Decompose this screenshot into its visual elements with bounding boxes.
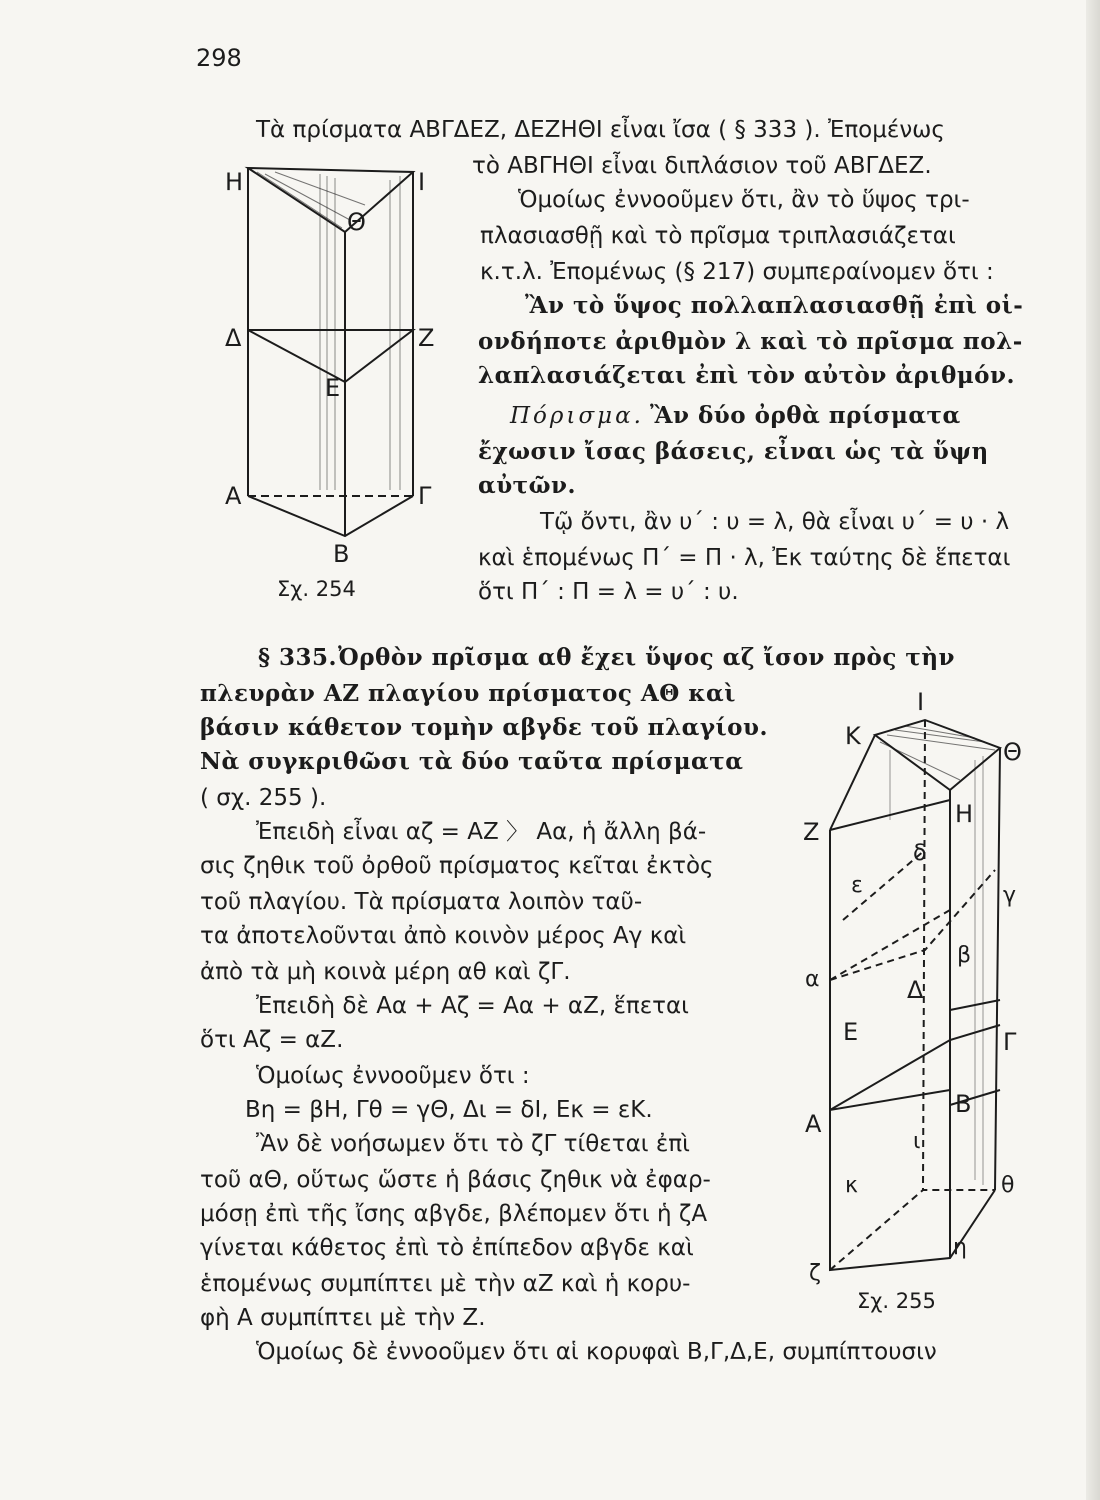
- section-title-line: βάσιν κάθετον τομὴν αβγδε τοῦ πλαγίου.: [200, 714, 768, 741]
- body-line: Ἐπειδὴ εἶναι αζ = ΑΖ 〉 Αα, ἡ ἄλλη βά-: [256, 819, 707, 845]
- body-line: τοῦ πλαγίου. Τὰ πρίσματα λοιπὸν ταῦ-: [200, 889, 643, 915]
- vertex-label: Β: [955, 1090, 972, 1118]
- porism-line: αὐτῶν.: [478, 472, 576, 499]
- vertex-label: ι: [913, 1129, 921, 1154]
- body-line: ἑπομένως συμπίπτει μὲ τὴν αΖ καὶ ἡ κορυ-: [200, 1271, 691, 1297]
- body-line: Ἂν δὲ νοήσωμεν ὅτι τὸ ζΓ τίθεται ἐπὶ: [256, 1131, 690, 1157]
- text-line: Τὰ πρίσματα ΑΒΓΔΕΖ, ΔΕΖΗΘΙ εἶναι ἴσα ( § 333 ). Ἐπομένως: [256, 117, 945, 143]
- section-title-line: Ὀρθὸν πρῖσμα αθ ἔχει ὕψος αζ ἴσον πρὸς τὴν: [338, 644, 956, 671]
- vertex-label: Κ: [845, 722, 861, 750]
- vertex-label: β: [957, 943, 972, 968]
- vertex-label: α: [805, 967, 820, 992]
- body-line: Ἐπειδὴ δὲ Αα + Αζ = Αα + αΖ, ἕπεται: [256, 993, 689, 1019]
- vertex-label: Γ: [418, 482, 432, 510]
- figure-caption: Σχ. 255: [857, 1289, 936, 1313]
- vertex-label: θ: [1001, 1173, 1015, 1198]
- body-line: τα ἀποτελοῦνται ἀπὸ κοινὸν μέρος Αγ καὶ: [200, 923, 687, 949]
- theorem-line: Ἂν τὸ ὕψος πολλαπλασιασθῇ ἐπὶ οἱ-: [525, 292, 1024, 319]
- vertex-label: Γ: [1003, 1028, 1017, 1056]
- vertex-label: Θ: [347, 208, 366, 236]
- theorem-line: ονδήποτε ἀριθμὸν λ καὶ τὸ πρῖσμα πολ-: [478, 328, 1023, 355]
- proof-line: ὅτι Π΄ : Π = λ = υ΄ : υ.: [478, 579, 739, 605]
- vertex-label: Η: [955, 800, 974, 828]
- porism-line: ἔχωσιν ἴσας βάσεις, εἶναι ὡς τὰ ὕψη: [478, 438, 989, 465]
- vertex-label: Δ: [225, 324, 242, 352]
- text-line: τὸ ΑΒΓΗΘΙ εἶναι διπλάσιον τοῦ ΑΒΓΔΕΖ.: [472, 153, 932, 179]
- section-title-line: πλευρὰν ΑΖ πλαγίου πρίσματος ΑΘ καὶ: [200, 680, 736, 707]
- text-line: κ.τ.λ. Ἐπομένως (§ 217) συμπεραίνομεν ὅτι :: [480, 259, 994, 285]
- vertex-label: Ι: [917, 688, 925, 716]
- vertex-label: η: [953, 1235, 967, 1260]
- vertex-label: Η: [225, 168, 244, 196]
- vertex-label: Β: [333, 540, 350, 568]
- body-line: ὅτι Αζ = αΖ.: [200, 1027, 344, 1053]
- vertex-label: Ζ: [803, 818, 820, 846]
- section-number: § 335.: [258, 644, 338, 671]
- porism-label: Πόρισμα.: [510, 403, 644, 429]
- vertex-label: κ: [845, 1173, 858, 1198]
- section-ref: ( σχ. 255 ).: [200, 785, 327, 811]
- vertex-label: ε: [851, 873, 863, 898]
- theorem-line: λαπλασιάζεται ἐπὶ τὸν αὐτὸν ἀριθμόν.: [478, 362, 1015, 389]
- body-line: φὴ Α συμπίπτει μὲ τὴν Ζ.: [200, 1305, 486, 1331]
- body-line: μόσῃ ἐπὶ τῆς ἴσης αβγδε, βλέπομεν ὅτι ἡ ζΑ: [200, 1201, 708, 1227]
- body-line: γίνεται κάθετος ἐπὶ τὸ ἐπίπεδον αβγδε καὶ: [200, 1235, 694, 1261]
- body-line: Βη = βΗ, Γθ = γΘ, Δι = δΙ, Εκ = εΚ.: [245, 1097, 653, 1123]
- figure-caption: Σχ. 254: [277, 577, 356, 601]
- body-line: ἀπὸ τὰ μὴ κοινὰ μέρη αθ καὶ ζΓ.: [200, 959, 571, 985]
- text-line: Ὁμοίως ἐννοοῦμεν ὅτι, ἂν τὸ ὕψος τρι-: [518, 187, 970, 213]
- figure-254-prism: [215, 160, 465, 610]
- porism-line: Ἂν δύο ὀρθὰ πρίσματα: [650, 402, 961, 429]
- body-line: Ὁμοίως ἐννοοῦμεν ὅτι :: [256, 1063, 530, 1089]
- figure-255-prisms: [795, 680, 1055, 1320]
- vertex-label: Θ: [1003, 738, 1022, 766]
- vertex-label: Ι: [418, 168, 426, 196]
- page-number: 298: [196, 44, 242, 72]
- vertex-label: ζ: [809, 1261, 821, 1286]
- vertex-label: Α: [805, 1110, 822, 1138]
- body-line: Ὁμοίως δὲ ἐννοοῦμεν ὅτι αἱ κορυφαὶ Β,Γ,Δ,Ε, συμπίπτουσιν: [256, 1339, 937, 1365]
- section-title-line: Νὰ συγκριθῶσι τὰ δύο ταῦτα πρίσματα: [200, 748, 744, 775]
- vertex-label: Ε: [325, 374, 341, 402]
- page-edge-shadow: [1086, 0, 1100, 1500]
- vertex-label: Ε: [843, 1018, 859, 1046]
- text-line: πλασιασθῇ καὶ τὸ πρῖσμα τριπλασιάζεται: [480, 223, 956, 249]
- vertex-label: Α: [225, 482, 242, 510]
- vertex-label: Ζ: [418, 324, 435, 352]
- body-line: τοῦ αΘ, οὕτως ὥστε ἡ βάσις ζηθικ νὰ ἐφαρ-: [200, 1167, 711, 1193]
- vertex-label: γ: [1003, 883, 1017, 908]
- body-line: σις ζηθικ τοῦ ὀρθοῦ πρίσματος κεῖται ἐκτὸς: [200, 853, 714, 879]
- vertex-label: δ: [913, 841, 927, 866]
- proof-line: καὶ ἑπομένως Π΄ = Π · λ, Ἐκ ταύτης δὲ ἕπεται: [478, 545, 1011, 571]
- proof-line: Τῷ ὄντι, ἂν υ΄ : υ = λ, θὰ εἶναι υ΄ = υ · λ: [540, 509, 1010, 535]
- vertex-label: Δ: [907, 976, 924, 1004]
